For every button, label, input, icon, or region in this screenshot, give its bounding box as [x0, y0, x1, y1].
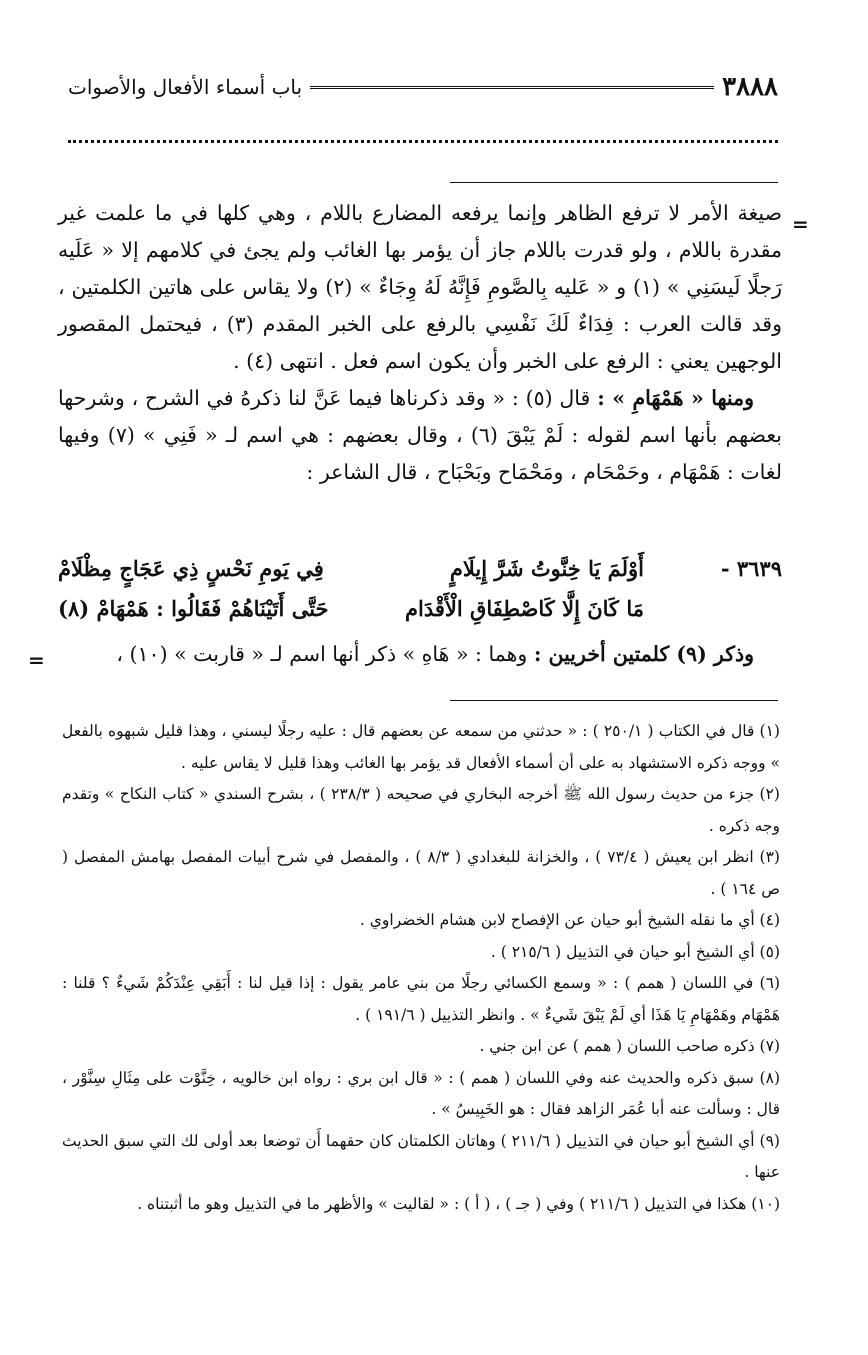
footnote: (١٠) هكذا في التذييل ( ٢١١/٦ ) وفي ( جـ ) ، ( أ ) : « لقاليت » والأظهر ما في التذييل وهو ما أثبتناه . [137, 1194, 780, 1213]
footnote-rule [450, 700, 778, 701]
continuation-mark-start: = [792, 212, 809, 236]
footnote: (٨) سبق ذكره والحديث عنه وفي اللسان ( همم ) : « قال ابن بري : رواه ابن خالويه ، خِنَّوْت على مِثَالِ سِنَّوْر ، قال : وسألت عنه أبا عُمَر الزاهد فقال : هو الخَبِيسُ » . [62, 1068, 780, 1118]
page-header [68, 70, 778, 104]
main-text [58, 195, 782, 491]
verse-1-hemistich-2: فِي يَومِ نَحْسٍ ذِي عَجَاجٍ مِظْلَامْ [58, 556, 324, 581]
verse-1-hemistich-1: أَوْلَمَ يَا خِنَّوتُ شَرَّ إِيلَامٍ [449, 556, 644, 581]
paragraph-3 [58, 636, 782, 673]
footnote: (١) قال في الكتاب ( ٢٥٠/١ ) : « حدثني من سمعه عن بعضهم قال : عليه رجلًا ليسني ، وهذا قليل شبهوه بالفعل » ووجه ذكره الاستشهاد به على أن أسماء الأفعال قد يؤمر بها الغائب وهذا قليل لا يقاس عليه . [62, 722, 780, 772]
footnote: (٧) ذكره صاحب اللسان ( همم ) عن ابن جني . [479, 1037, 780, 1055]
paragraph-2 [58, 380, 782, 491]
paragraph-3-text: وهما : « هَاهِ » ذكر أنها اسم لـ « قاربت » (١٠) ، [116, 642, 528, 666]
verse-2-hemistich-1: مَا كَانَ إِلَّا كَاصْطِفَاقِ الْأَقْدَام [405, 596, 644, 621]
running-title: باب أسماء الأفعال والأصوات [68, 75, 303, 99]
verse-line-1 [58, 548, 782, 590]
paragraph-3-lead: وذكر (٩) كلمتين أخريين : [533, 642, 754, 666]
footnote: (٦) في اللسان ( همم ) : « وسمع الكسائي رجلًا من بني عامر يقول : إذا قيل لنا : أَبَقِي عِنْدَكُمْ شَيءٌ ؟ قلنا : هَمْهَام وهَمْهَامِ يَا هَذَا أي لَمْ يَبْقَ شَيءٌ » . وانظر التذييل ( ١٩١/٦ ) . [62, 974, 780, 1024]
footnote: (٥) أي الشيخ أبو حيان في التذييل ( ٢١٥/٦ ) . [490, 942, 780, 961]
footnote: (٣) انظر ابن يعيش ( ٧٣/٤ ) ، والخزانة للبغدادي ( ٨/٣ ) ، والمفصل في شرح أبيات المفصل بهامش المفصل ( ص ١٦٤ ) . [62, 848, 780, 898]
paragraph-1: صيغة الأمر لا ترفع الظاهر وإنما يرفعه المضارع باللام ، وهي كلها في ما علمت غير مقدرة باللام ، ولو قدرت باللام جاز أن يؤمر بها الغائب ولم يجئ في كلامهم إلا « عَلَيه رَجلًا لَيسَنِي » (١) و « عَليه بِالصَّومِ فَإِنَّهُ لَهُ وِجَاءٌ » (٢) ولا يقاس على هاتين الكلمتين ، وقد قالت العرب : فِدَاءٌ لَكَ نَفْسِي بالرفع على الخبر المقدم (٣) ، فيحتمل المقصور الوجهين يعني : الرفع على الخبر وأن يكون اسم فعل . انتهى (٤) . [58, 201, 782, 373]
footnotes [62, 716, 780, 1220]
main-text-end [58, 636, 782, 673]
continuation-mark-end: = [28, 648, 45, 672]
dotted-separator [68, 140, 778, 163]
footnote: (٩) أي الشيخ أبو حيان في التذييل ( ٢١١/٦ ) وهاتان الكلمتان كان حقهما أَن توضعا بعد أولى لك التي سبق الحديث عنها . [62, 1131, 780, 1181]
page-number: ٣٨٨٨ [722, 72, 778, 102]
footnote: (٢) جزء من حديث رسول الله ﷺ أخرجه البخاري في صحيحه ( ٢٣٨/٣ ) ، بشرح السندي « كتاب النكاح » وتقدم وجه ذكره . [62, 785, 780, 835]
header-rule [310, 86, 714, 89]
verse-line-2 [58, 588, 782, 630]
verse-2-hemistich-2: حَتَّى أَتَيْنَاهُمْ فَقَالُوا : هَمْهَامْ (٨) [58, 596, 329, 621]
section-rule [450, 182, 778, 183]
paragraph-2-text: قال (٥) : « وقد ذكرناها فيما عَنَّ لنا ذكرهُ في الشرح ، وشرحها بعضهم بأنها اسم لقوله : لَمْ يَبْقَ (٦) ، وقال بعضهم : هي اسم لـ « فَنِي » (٧) وفيها لغات : هَمْهَام ، وحَمْحَام ، ومَحْمَاح وبَحْبَاح ، قال الشاعر : [58, 386, 782, 484]
paragraph-2-lead: ومنها « هَمْهَامِ » : [597, 386, 754, 410]
verse-number: ٣٦٣٩ - [720, 556, 782, 581]
footnote: (٤) أي ما نقله الشيخ أبو حيان عن الإفصاح لابن هشام الخضراوي . [359, 911, 780, 929]
